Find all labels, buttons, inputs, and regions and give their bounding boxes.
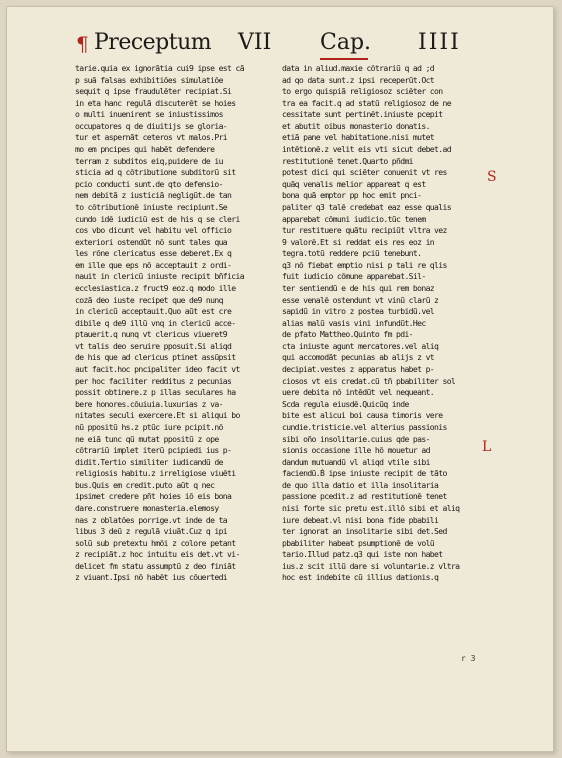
text-line: ter sentiendũ e de his qui rem bonaz [282, 282, 435, 293]
text-line: tur et aspernãt ceteros vt malos.Pri [75, 132, 228, 143]
text-line: Scda regula eiusdẽ.Quicũq inde [282, 398, 409, 409]
text-line: bona quã emptor pp hoc emit pnci- [282, 190, 422, 201]
text-line: les rõne clericatus esse deberet.Ex q [75, 248, 232, 259]
text-line: et abutit oibus monasterio donatis. [282, 120, 430, 131]
text-line: o multi inuenirent se iniustissimos [75, 109, 223, 120]
text-line: mo em pncipes qui habẽt defendere [75, 144, 215, 155]
text-line: z recipiãt.z hoc intuitu eis det.vt vi- [75, 549, 240, 560]
signature-mark: r 3 [461, 654, 476, 663]
text-line: sequit q ipse fraudulẽter recipiat.Si [75, 86, 232, 97]
text-line: uere debita nõ intẽdũt vel nequeant. [282, 387, 435, 398]
text-line: cessitate sunt pertinẽt.iniuste pcepit [282, 109, 443, 120]
text-line: de quo illa datio et illa insolitaria [282, 479, 439, 490]
text-line: bus.Quis em credit.puto aũt q nec [75, 479, 215, 490]
manuscript-page [6, 6, 554, 752]
text-line: ius.z scit illũ dare si voluntarie.z vltra [282, 560, 460, 571]
text-line: sticia ad q cõtributione subditorũ sit [75, 167, 236, 178]
text-line: intẽtionẽ.z velit eis vti sicut debet.ad [282, 144, 451, 155]
text-line: in eta hanc regulã discuterẽt se hoies [75, 97, 236, 108]
text-line: em ille que eps nõ acceptauit z ordi- [75, 259, 232, 270]
text-line: delicet fm statu assumptũ z deo finiãt [75, 560, 236, 571]
text-line: tra ea facit.q ad statũ religiosoz de ne [282, 97, 451, 108]
text-line: to cõtributionẽ iniuste recipiunt.Se [75, 201, 228, 212]
text-line: paliter q3 talẽ credebat eaz esse qualis [282, 201, 451, 212]
text-line: passione pcedit.z ad restitutionẽ tenet [282, 491, 447, 502]
text-line: hoc est indebite cũ illius dationis.q [282, 572, 439, 583]
text-line: nas z oblatões porrige.vt inde de ta [75, 514, 228, 525]
chapter-underline [320, 58, 368, 60]
margin-note: S [487, 169, 497, 185]
text-line: dare.construere monasteria.elemosy [75, 502, 219, 513]
text-line: q3 nõ fiebat emptio nisi p tali re qlis [282, 259, 447, 270]
paragraph-mark-icon: ¶ [76, 32, 89, 56]
text-line: nem debitã z iusticiã negligũt.de tan [75, 190, 232, 201]
text-line: cos vbo dicunt vel habitu vel officio [75, 225, 232, 236]
text-line: alias malũ vasis vini infundũt.Hec [282, 317, 426, 328]
text-line: ipsimet credere pñt hoies iõ eis bona [75, 491, 232, 502]
text-line: dandum mutuandũ vl aliqd vtile sibi [282, 456, 430, 467]
text-line: exteriori ostendũt nõ sunt tales qua [75, 236, 228, 247]
text-line: nauit in clericũ iniuste recipit bñficia [75, 271, 244, 282]
text-line: tario.Illud patz.q3 qui iste non habet [282, 549, 443, 560]
text-line: cundie.tristicie.vel alterius passionis [282, 421, 447, 432]
header-chapter-number: IIII [418, 30, 461, 55]
text-line: ad qo data sunt.z ipsi receperũt.Oct [282, 74, 435, 85]
header-title: Preceptum [94, 30, 212, 55]
text-line: bite est alicui boi causa timoris vere [282, 410, 443, 421]
text-line: data in aliud.maxie cõtrariũ q ad ;d [282, 63, 435, 73]
text-line: tegra.totũ reddere pciũ tenebunt. [282, 248, 422, 259]
text-line: nũ ppositũ hs.z ptũc iure pcipit.nõ [75, 421, 223, 432]
text-line: cundo idẽ iudiciũ est de his q se cleri [75, 213, 240, 224]
text-line: possit obtinere.z p illas seculares ha [75, 387, 236, 398]
text-line: sapidũ in vitro z postea turbidũ.vel [282, 306, 435, 317]
text-line: occupatores q de diuitijs se gloria- [75, 120, 228, 131]
text-line: to ergo quispiã religiosoz sciẽter con [282, 86, 443, 97]
text-line: religiosis habitu.z irreligiose viuẽti [75, 468, 236, 479]
text-line: pcio conducti sunt.de qto defensio- [75, 178, 223, 189]
text-line: solũ sub pretextu hmõi z colore petant [75, 537, 236, 548]
text-line: etiã pane vel habitatione.nisi mutet [282, 132, 435, 143]
margin-note: L [482, 439, 492, 455]
text-line: ptauerit.q nunq vt clericus viueret9 [75, 329, 228, 340]
text-line: sibi oño insolitarie.cuius qde pas- [282, 433, 430, 444]
text-line: cta iniuste agunt mercatores.vel aliq [282, 340, 439, 351]
text-line: vt talis deo seruire pposuit.Si aliqd [75, 340, 232, 351]
text-line: tarie.quia ex ignorãtia cui9 ipse est cã [75, 63, 244, 73]
text-line: ne eiã tunc qũ mutat ppositũ z ope [75, 433, 219, 444]
text-line: didit.Tertio similiter iudicandũ de [75, 456, 223, 467]
text-line: qui accomodãt pecunias ab alijs z vt [282, 352, 435, 363]
text-line: iure debeat.vl nisi bona fide pbabili [282, 514, 439, 525]
text-line: aut facit.hoc pncipaliter ideo facit vt [75, 364, 240, 375]
running-header [76, 28, 476, 58]
text-line: de pfato Mattheo.Quinto fm pdi- [282, 329, 413, 340]
text-line: tur restituere quãtu recipiũt vltra vez [282, 225, 447, 236]
text-line: fuit iudicio cõmune apparebat.Sil- [282, 271, 426, 282]
header-chapter-label: Cap. [320, 30, 372, 55]
text-line: terram z subditos eiq,puidere de iu [75, 155, 223, 166]
text-line: cozã deo iuste recipet que de9 nunq [75, 294, 223, 305]
text-line: per hoc faciliter redditus z pecunias [75, 375, 232, 386]
text-line: cõtrariũ implet iterũ pcipiedi ius p- [75, 445, 232, 456]
text-line: sionis occasione ille hõ mouetur ad [282, 445, 430, 456]
text-line: pbabiliter habeat psumptionẽ de volũ [282, 537, 435, 548]
text-line: 9 valorẽ.Et si reddat eis res eoz in [282, 236, 435, 247]
text-line: dibile q de9 illũ vnq in clericũ acce- [75, 317, 236, 328]
text-line: decipiat.vestes z apparatus habet p- [282, 364, 435, 375]
text-line: ciosos vt eis credat.cũ tñ pbabiliter sol [282, 375, 456, 386]
text-line: restitutionẽ tenet.Quarto pñdmi [282, 155, 413, 166]
text-line: faciendũ.Ḃ ipse iniuste recipit de tãto [282, 468, 447, 479]
text-column-right [282, 63, 482, 584]
text-line: bere honores.cõuiuia.luxurias z va- [75, 398, 223, 409]
text-line: potest dici qui sciẽter conuenit vt res [282, 167, 447, 178]
text-line: nitates seculi exercere.Et si aliqui bo [75, 410, 240, 421]
text-line: quãq venalis melior appareat q est [282, 178, 426, 189]
text-line: z viuant.Ipsi nõ habẽt ius cõuertedi [75, 572, 228, 583]
text-line: apparebat cõmuni iudicio.tũc tenem [282, 213, 426, 224]
text-line: p suã falsas exhibitiões simulatiõe [75, 74, 223, 85]
text-line: libus 3 deũ z regulã viuãt.Cuz q ipi [75, 526, 228, 537]
text-line: esse venalẽ ostendunt vt vinũ clarũ z [282, 294, 439, 305]
text-line: in clericũ acceptauit.Quo aũt est cre [75, 306, 232, 317]
text-column-left [75, 63, 273, 584]
text-line: ecclesiastica.z fruct9 eoz.q modo ille [75, 282, 236, 293]
text-line: de his que ad clericus ptinet assũpsit [75, 352, 236, 363]
header-precept-number: VII [238, 30, 272, 55]
text-line: nisi forte sic pretu est.illõ sibi et aliq [282, 502, 460, 513]
text-line: ter ignorat an insolitarie sibi det.Sed [282, 526, 447, 537]
